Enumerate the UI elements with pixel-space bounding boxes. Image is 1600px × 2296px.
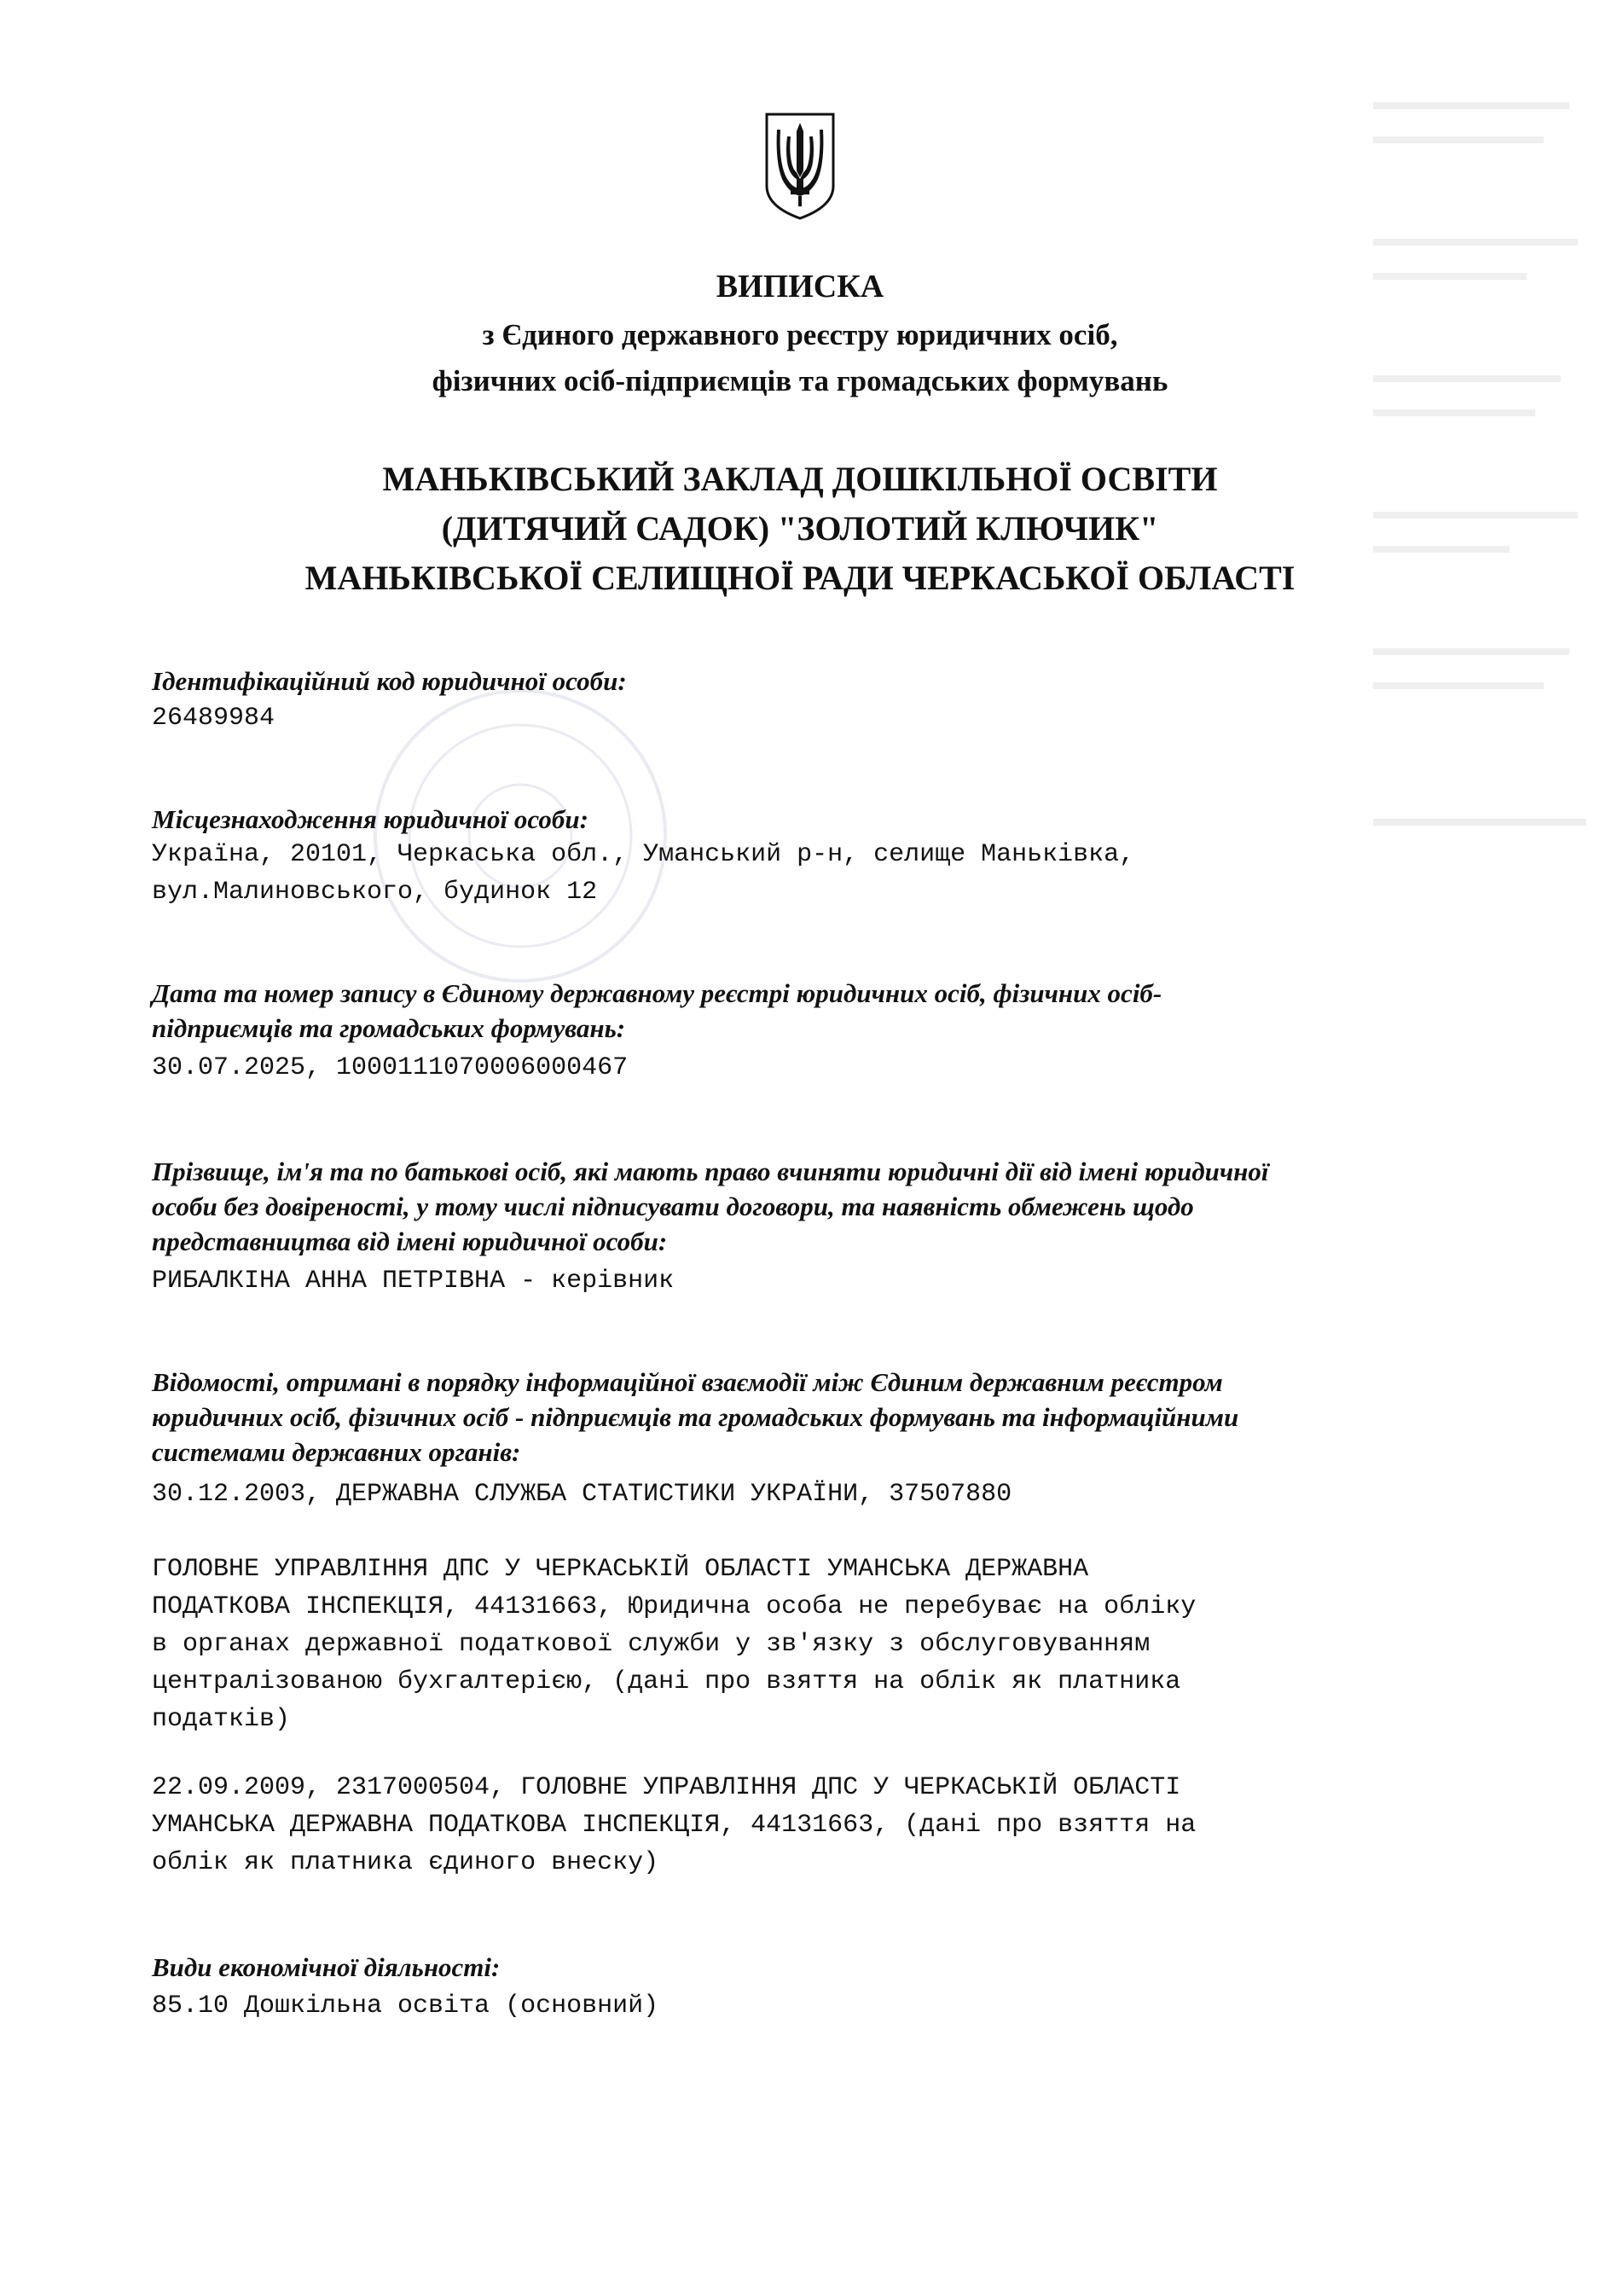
record-label: Дата та номер запису в Єдиному державному реєстрі юридичних осіб, фізичних осіб- підприємців та громадських формувань: (152, 978, 1162, 1043)
document-subtitle-line1: з Єдиного державного реєстру юридичних осіб, (482, 318, 1118, 351)
interaction-label: Відомості, отримані в порядку інформаційної взаємодії між Єдиним державним реєстром юридичних осіб, фізичних осіб - підприємців та громадських формувань та інформаційними системами державних органів: (152, 1367, 1239, 1467)
record-value: 30.07.2025, 1000111070006000467 (152, 1053, 629, 1082)
organization-name-line2: (ДИТЯЧИЙ САДОК) "ЗОЛОТИЙ КЛЮЧИК" (441, 509, 1159, 548)
document-subtitle-line2: фізичних осіб-підприємців та громадських формувань (432, 364, 1168, 397)
location-value: Україна, 20101, Черкаська обл., Уманський р-н, селище Маньківка, вул.Малиновського, будинок 12 (152, 840, 1135, 907)
interaction-value-statistics: 30.12.2003, ДЕРЖАВНА СЛУЖБА СТАТИСТИКИ УКРАЇНИ, 37507880 (152, 1480, 1012, 1509)
representatives-value: РИБАЛКІНА АННА ПЕТРІВНА - керівник (152, 1267, 675, 1296)
document-title: ВИПИСКА (716, 269, 884, 304)
location-label: Місцезнаходження юридичної особи: (152, 804, 588, 834)
activities-label: Види економічної діяльності: (152, 1952, 501, 1982)
interaction-value-single-contribution: 22.09.2009, 2317000504, ГОЛОВНЕ УПРАВЛІННЯ ДПС У ЧЕРКАСЬКІЙ ОБЛАСТІ УМАНСЬКА ДЕРЖАВНА ПОДАТКОВА ІНСПЕКЦІЯ, 44131663, (дані про взяття на облік як платника єдиного внеску) (152, 1773, 1197, 1877)
interaction-value-tax: ГОЛОВНЕ УПРАВЛІННЯ ДПС У ЧЕРКАСЬКІЙ ОБЛАСТІ УМАНСЬКА ДЕРЖАВНА ПОДАТКОВА ІНСПЕКЦІЯ, 44131663, Юридична особа не перебуває на обліку в органах державної податкової служби у зв'язку з обслуговуванням централізованою бухгалтерією, (дані про взяття на облік як платника податків) (152, 1555, 1197, 1734)
organization-name-line1: МАНЬКІВСЬКИЙ ЗАКЛАД ДОШКІЛЬНОЇ ОСВІТИ (382, 460, 1218, 498)
id-code-label: Ідентифікаційний код юридичної особи: (152, 666, 627, 696)
ukraine-trident-icon (763, 111, 837, 222)
organization-name-line3: МАНЬКІВСЬКОЇ СЕЛИЩНОЇ РАДИ ЧЕРКАСЬКОЇ ОБЛАСТІ (304, 559, 1296, 597)
id-code-value: 26489984 (152, 704, 275, 733)
representatives-label: Прізвище, ім'я та по батькові осіб, які мають право вчиняти юридичні дії від імені юридичної особи без довіреності, у тому числі підписувати договори, та наявність обмежень щодо представництва від імені юридичної особи: (152, 1157, 1269, 1256)
activities-value: 85.10 Дошкільна освіта (основний) (152, 1992, 659, 2021)
